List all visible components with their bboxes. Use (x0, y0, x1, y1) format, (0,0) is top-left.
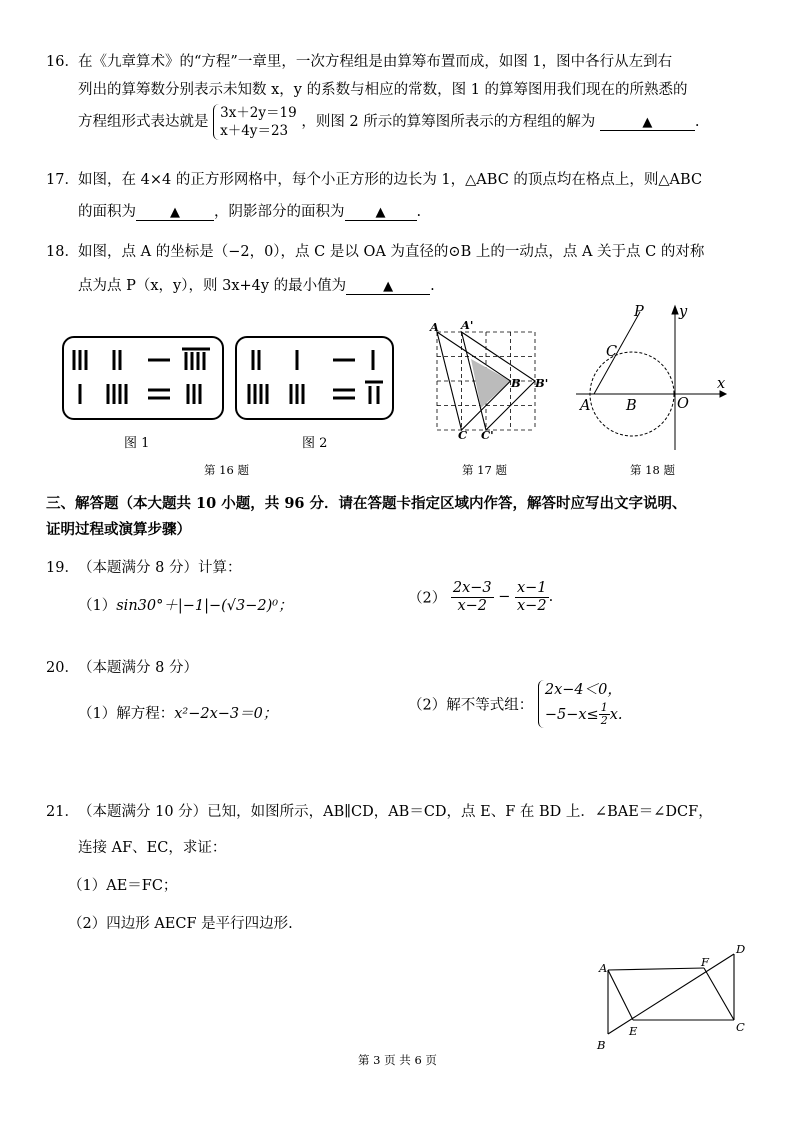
q21-number: 21． (46, 804, 79, 820)
q21-part2: （2）四边形 AECF 是平行四边形. (68, 916, 293, 932)
q18-line2 (78, 274, 435, 295)
q20-ineq2-post: x. (609, 706, 623, 723)
figure-18-circle (572, 302, 732, 452)
caption-q17: 第 17 题 (462, 463, 507, 477)
q20-part2-label: （2）解不等式组： (408, 697, 534, 714)
f17-label-B: B (511, 376, 521, 390)
q17-line2-mid: ，阴影部分的面积为 (214, 204, 345, 220)
page-footer: 第 3 页 共 6 页 (358, 1053, 437, 1067)
q19-part2-end: . (548, 589, 554, 606)
q17-end: . (416, 204, 422, 220)
q19-part1-label: （1） (78, 598, 117, 614)
f18-label-x: x (717, 376, 726, 392)
f18-label-C: C (606, 344, 618, 360)
q17-line2 (78, 200, 421, 221)
q17-blank1: ▲ (136, 204, 214, 221)
section-3-heading-line1: 三、解答题（本大题共 10 小题，共 96 分．请在答题卡指定区域内作答，解答时应写出文字说明、 (46, 495, 687, 512)
f17-label-A: A (430, 320, 439, 334)
figure-1-rods-drawing (64, 338, 222, 418)
figure-21-parallelogram (596, 944, 756, 1048)
q20-ineq2-pre: −5−x≤ (544, 706, 599, 723)
q16-end: . (694, 114, 700, 131)
figure-1-label: 图 1 (124, 436, 150, 451)
f18-label-B: B (626, 398, 637, 414)
q17-line1: 如图，在 4×4 的正方形网格中，每个小正方形的边长为 1，△ABC 的顶点均在格点上，则△ABC (78, 172, 703, 188)
figure-2-rods-drawing (237, 338, 392, 418)
q19-part1 (78, 594, 293, 615)
f18-label-A: A (580, 398, 591, 414)
figure-1-counting-rods (62, 336, 224, 420)
q21-line2: 连接 AF、EC，求证： (78, 840, 227, 856)
q19-fraction1: $\frac{2x-3}{x-2}$ (452, 580, 492, 614)
q18-line2-pre: 点为点 P（x，y），则 3x+4y 的最小值为 (78, 278, 347, 294)
q19-part2 (408, 580, 553, 614)
f21-label-A: A (599, 961, 608, 975)
caption-q18: 第 18 题 (630, 463, 675, 477)
q20-inequality-system (538, 680, 623, 728)
q20-ineq1: 2x−4＜0， (544, 682, 622, 698)
q16-line3 (78, 104, 700, 140)
q19-operator: − (498, 589, 511, 606)
q16-line3-pre: 方程组形式表达就是 (78, 114, 209, 131)
q19-fraction2: $\frac{x-1}{x-2}$ (517, 580, 547, 614)
f17-label-C: C (458, 428, 468, 442)
f21-label-D: D (736, 942, 746, 956)
q20-number: 20． (46, 660, 79, 676)
q16-answer-blank: ▲ (600, 114, 695, 131)
q17-blank2: ▲ (345, 204, 417, 221)
q18-end: . (430, 278, 435, 294)
q16-eq1: 3x＋2y＝19 (220, 105, 297, 121)
q19-part2-label: （2） (408, 590, 447, 607)
q17-number: 17． (46, 172, 79, 188)
section-3-heading-line2: 证明过程或演算步骤） (46, 521, 191, 538)
q18-line1: 如图，点 A 的坐标是（−2，0），点 C 是以 OA 为直径的⊙B 上的一动点，点 A 关于点 C 的对称 (78, 244, 705, 260)
q20-part1-expr: x²−2x−3＝0； (174, 706, 278, 722)
q20-part1-label: （1）解方程： (78, 706, 175, 722)
q20-part1 (78, 702, 277, 723)
q20-ineq2-frac: $\frac{1}{2}$ (600, 700, 608, 728)
q18-number: 18． (46, 244, 79, 260)
q19-number: 19． (46, 560, 79, 576)
q17-line2-pre: 的面积为 (78, 204, 136, 220)
f17-label-B2: B' (535, 376, 549, 390)
figure-2-label: 图 2 (302, 436, 328, 451)
f18-label-P: P (634, 304, 644, 320)
q19-head: （本题满分 8 分）计算： (78, 560, 242, 576)
f21-label-F: F (701, 955, 709, 969)
figure-2-counting-rods (235, 336, 394, 420)
q19-part1-expr: sin30°＋|−1|−(√3−2)⁰； (116, 598, 293, 614)
f18-label-O: O (677, 396, 689, 412)
f17-label-C2: C' (481, 428, 494, 442)
q16-eq2: x＋4y＝23 (220, 123, 289, 140)
q21-line1: （本题满分 10 分）已知，如图所示，AB∥CD，AB＝CD，点 E、F 在 BD 上．∠BAE＝∠DCF， (78, 804, 713, 820)
q18-blank: ▲ (346, 278, 430, 295)
q16-line3-post: ，则图 2 所示的算筹图所表示的方程组的解为 (301, 114, 596, 131)
q16-line1: 在《九章算术》的“方程”一章里，一次方程组是由算筹布置而成，如图 1，图中各行从左到右 (78, 54, 673, 70)
q16-number: 16． (46, 54, 79, 70)
q21-part1: （1）AE＝FC； (68, 878, 178, 894)
f21-label-B: B (597, 1038, 606, 1052)
caption-q16: 第 16 题 (204, 463, 249, 477)
q16-line2: 列出的算筹数分别表示未知数 x，y 的系数与相应的常数，图 1 的算筹图用我们现在的所熟悉的 (78, 82, 688, 98)
q16-equation-system (213, 104, 297, 140)
q20-head: （本题满分 8 分） (78, 660, 198, 676)
f18-label-y: y (679, 304, 688, 320)
q20-part2 (408, 680, 623, 728)
f21-label-C: C (736, 1020, 745, 1034)
f17-label-A2: A' (461, 318, 474, 332)
f21-label-E: E (629, 1024, 638, 1038)
